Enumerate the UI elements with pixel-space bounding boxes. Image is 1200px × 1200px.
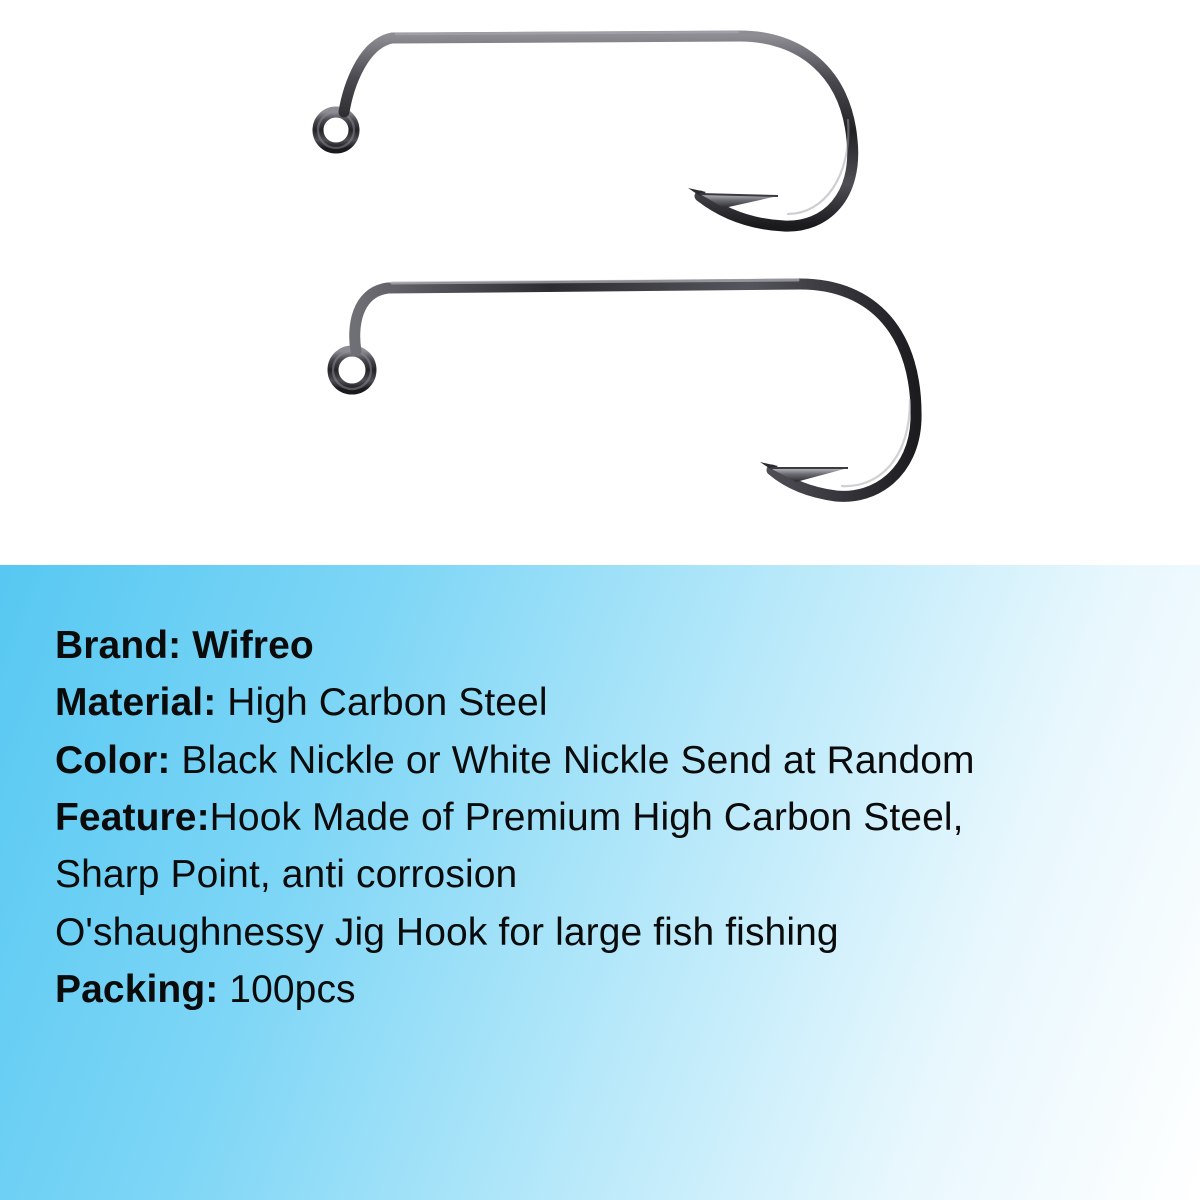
spec-line-hook-type: [55, 904, 1200, 961]
spec-value-hook-type: O'shaughnessy Jig Hook for large fish fishing: [55, 910, 839, 954]
spec-line-feature: [55, 789, 1200, 846]
product-photo: [0, 0, 1200, 565]
spec-line-packing: [55, 961, 1200, 1018]
spec-label-brand: Brand:: [55, 624, 182, 667]
spec-value-color: Black Nickle or White Nickle Send at Random: [170, 738, 975, 782]
spec-line-material: [55, 674, 1200, 731]
spec-value-material: High Carbon Steel: [216, 681, 548, 725]
spec-label-feature: Feature:: [55, 795, 210, 839]
upper-jig-hook: [318, 32, 853, 226]
spec-value-feature: Hook Made of Premium High Carbon Steel,: [209, 795, 964, 839]
spec-label-packing: Packing:: [55, 967, 219, 1011]
spec-line-brand: [55, 617, 1200, 674]
spec-value-packing: 100pcs: [218, 967, 356, 1011]
spec-line-color: [55, 732, 1200, 789]
fishing-hooks-illustration: [0, 0, 1200, 565]
specification-panel: [0, 565, 1200, 1200]
spec-value-feature-cont: Sharp Point, anti corrosion: [55, 853, 518, 897]
spec-line-feature-cont: [55, 846, 1200, 903]
spec-label-material: Material:: [55, 681, 217, 725]
lower-jig-hook: [333, 280, 916, 496]
spec-label-color: Color:: [55, 738, 171, 782]
spec-value-brand: Wifreo: [181, 624, 314, 667]
